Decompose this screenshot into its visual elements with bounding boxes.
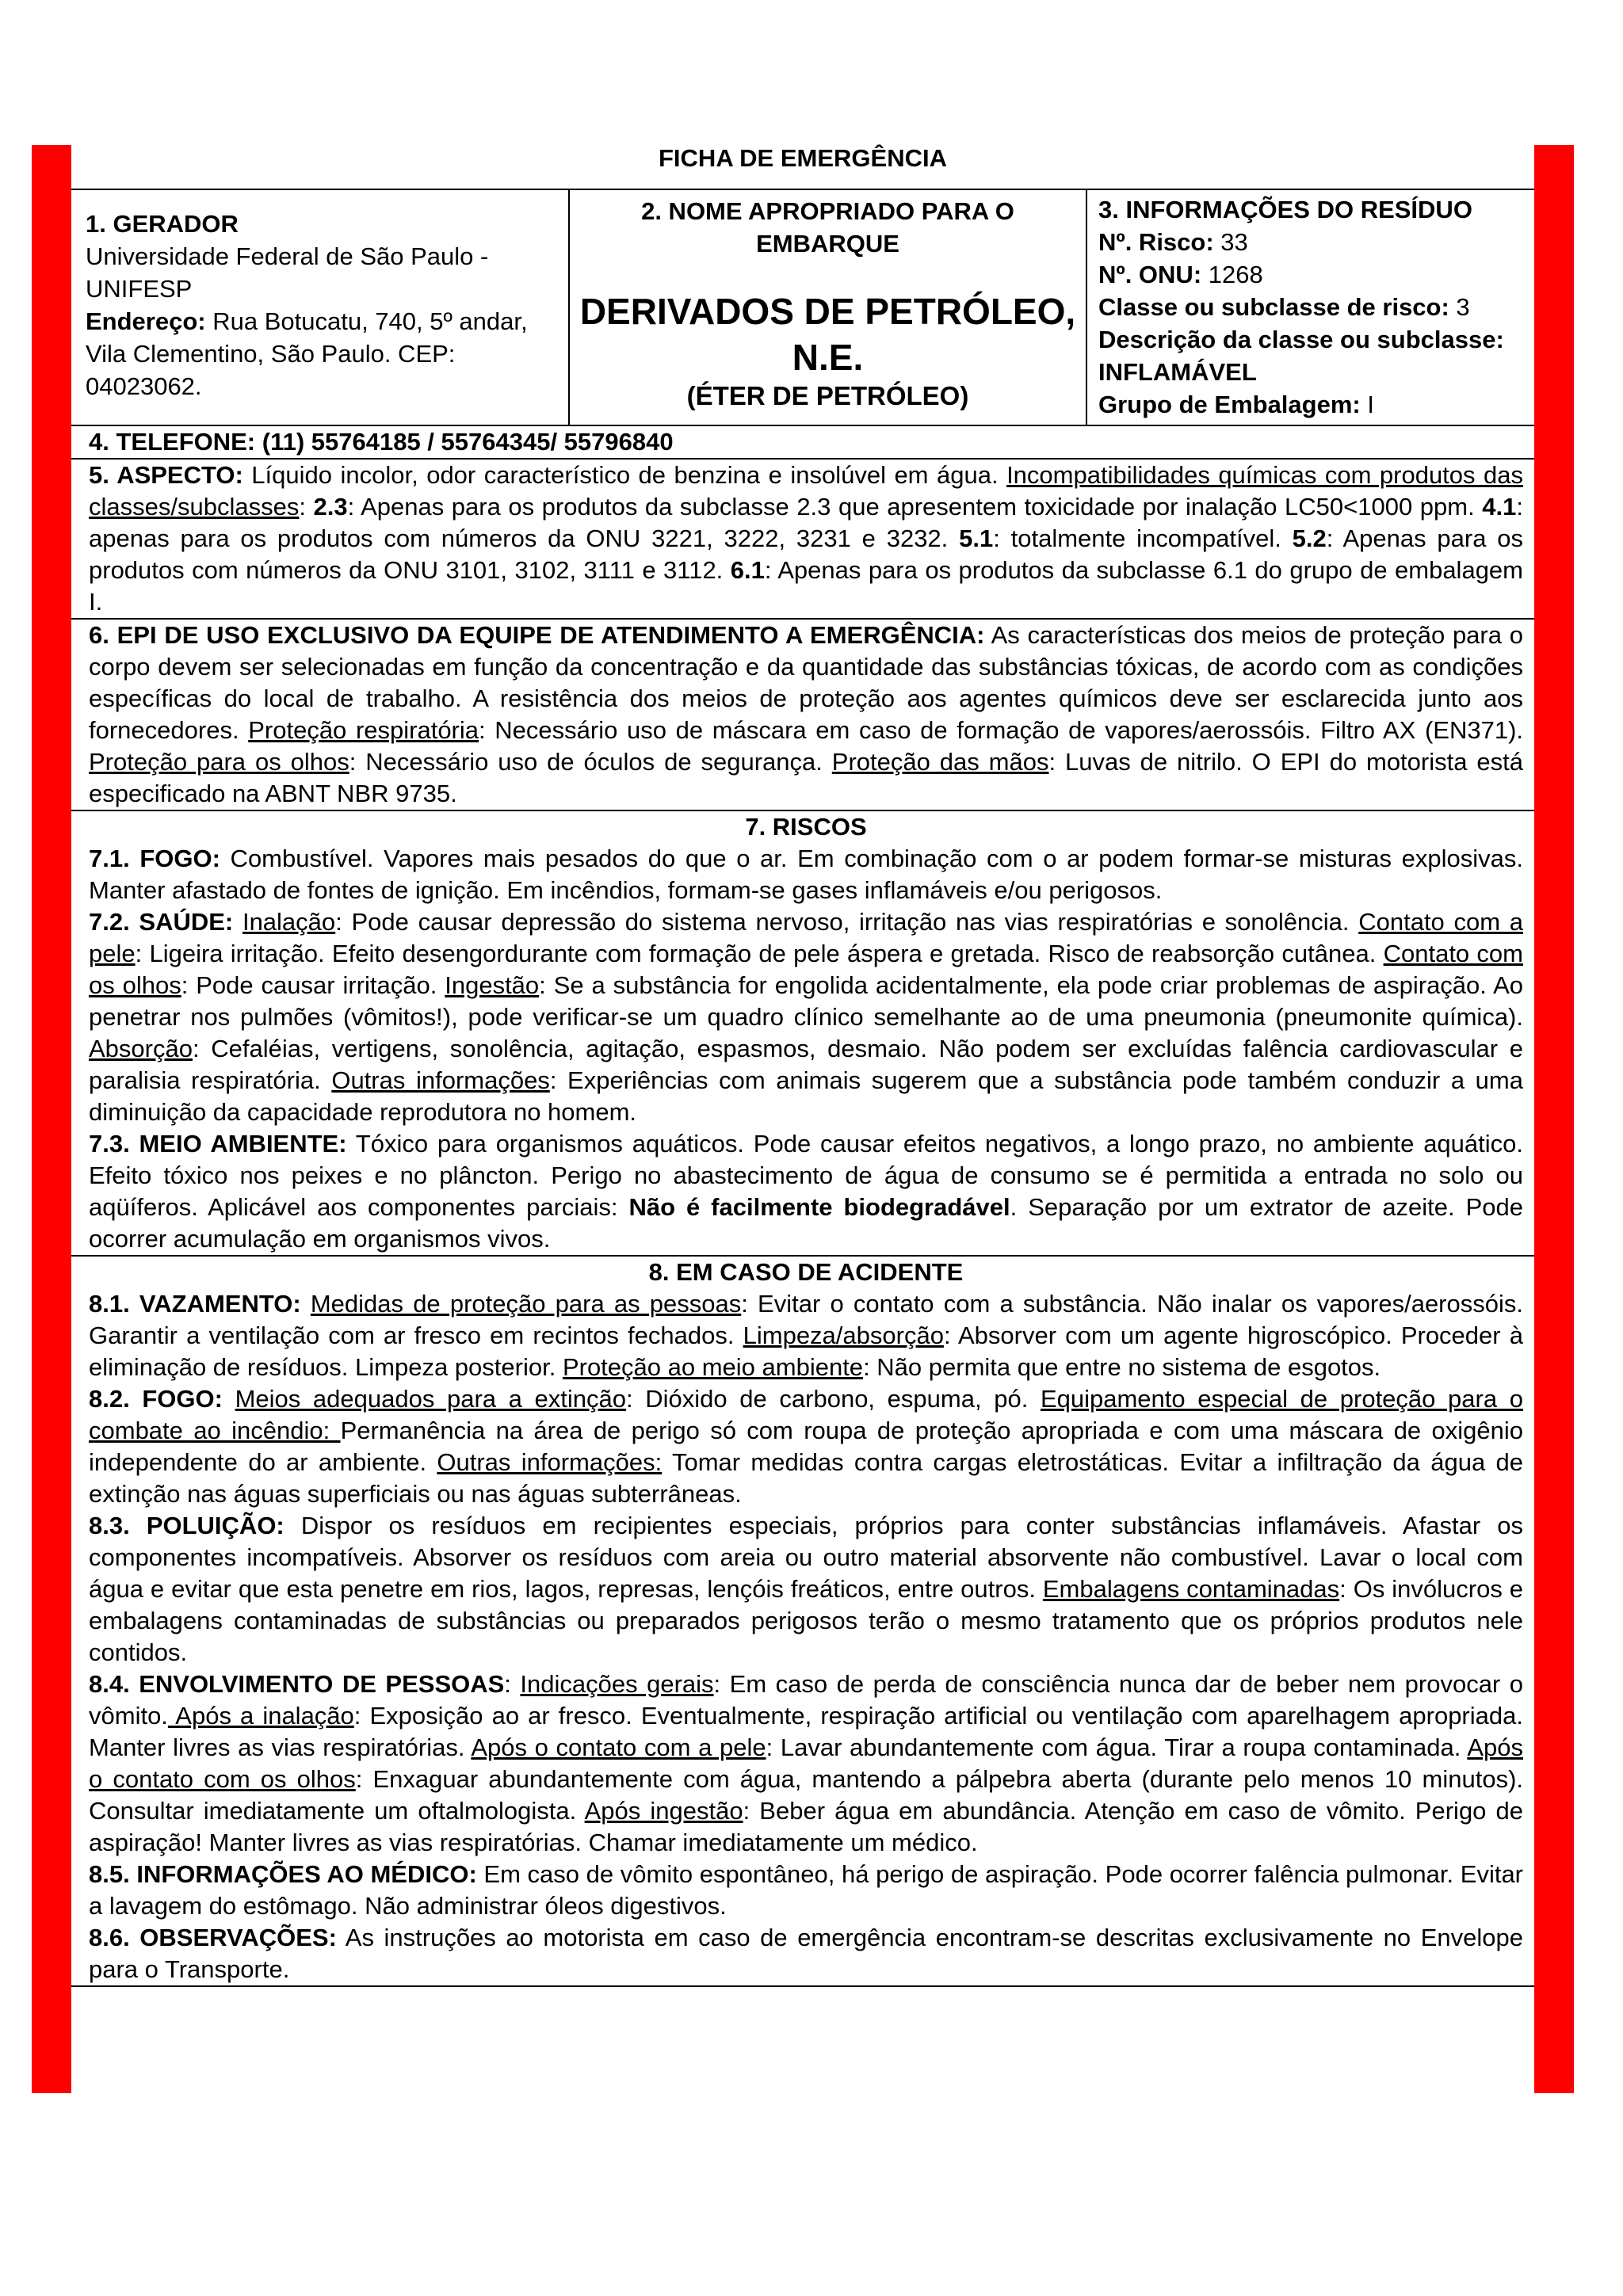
observations-text: As instruções ao motorista em caso de emergência encontram-se descritas exclusivamente no Envelope para o Transporte. [89,1924,1523,1983]
environment-risk-text: Tóxico para organismos aquáticos. Pode causar efeitos negativos, a longo prazo, no ambiente aquático. Efeito tóxico nos peixes e no plâncton. Perigo no abastecimento de água de consumo se é permitida a entrada no solo ou aqüíferos. Aplicável aos componentes parciais: [89,1130,1524,1221]
epi-section [71,618,1534,810]
absorption-text: : Cefaléias, vertigens, sonolência, agitação, espasmos, desmaio. Não podem ser excluídas falência cardiovascular e paralisia respiratória. [89,1035,1523,1094]
risks-section [71,810,1534,1255]
ingestion-text: : Se a substância for engolida acidentalmente, ela pode criar problemas de aspiração. Ao penetrar nos pulmões (vômitos!), pode verificar-se um quadro clínico semelhante ao de uma pneumonia (pneumonite química). [89,971,1523,1031]
fire-label: 8.2. FOGO: [89,1385,223,1413]
shipping-name-heading: 2. NOME APROPRIADO PARA O EMBARQUE [641,197,1014,257]
product-name: DERIVADOS DE PETRÓLEO, N.E. [579,291,1076,378]
after-ingestion-label: Após ingestão [584,1797,743,1825]
extinguishing-media-label: Meios adequados para a extinção [235,1385,627,1413]
after-inhalation-label: Após a inalação [167,1702,354,1730]
people-text-4: : Enxaguar abundantemente com água, mantendo a pálpebra aberta (durante pelo menos 10 minutos). Consultar imediatamente um oftalmologista. [89,1765,1524,1825]
eye-contact-text: : Pode causar irritação. [181,971,445,999]
class-description-value: INFLAMÁVEL [1098,358,1257,386]
risk-number-label: Nº. Risco: [1098,228,1214,256]
onu-number-label: Nº. ONU: [1098,261,1202,288]
epi-heading: 6. EPI DE USO EXCLUSIVO DA EQUIPE DE ATENDIMENTO A EMERGÊNCIA: [89,621,985,649]
class-6-1-text: : Apenas para os produtos da subclasse 6.1 do grupo de embalagem I. [89,556,1523,616]
onu-number-value: 1268 [1201,261,1263,288]
packing-group-label: Grupo de Embalagem: [1098,391,1361,418]
inhalation-text: : Pode causar depressão do sistema nervoso, irritação nas vias respiratórias e sonolência. [335,908,1359,936]
people-text-3: : Lavar abundantemente com água. Tirar a roupa contaminada. [766,1733,1468,1761]
health-risk-label: 7.2. SAÚDE: [89,908,234,936]
packing-group-value: I [1360,391,1374,418]
personal-measures-label: Medidas de proteção para as pessoas [310,1290,742,1318]
address-value: Rua Botucatu, 740, 5º andar, Vila Clementino, São Paulo. CEP: 04023062. [86,307,528,400]
fire-text-1: : Dióxido de carbono, espuma, pó. [626,1385,1041,1413]
accident-heading: 8. EM CASO DE ACIDENTE [648,1258,964,1286]
after-skin-contact-label: Após o contato com a pele [471,1733,766,1761]
aspect-text: Líquido incolor, odor característico de benzina e insolúvel em água. [242,461,1007,489]
environment-risk-text-2: . Separação por um extrator de azeite. Pode ocorrer acumulação em organismos vivos. [89,1193,1523,1253]
fire-other-info-label: Outras informações: [437,1448,663,1476]
leak-text-2: : Absorver com um agente higroscópico. Proceder à eliminação de resíduos. Limpeza posterior. [89,1322,1523,1381]
incompatibilities-label: Incompatibilidades químicas com produtos das classes/subclasses [89,461,1524,521]
observations-label: 8.6. OBSERVAÇÕES: [89,1924,337,1951]
eye-protection-label: Proteção para os olhos [89,748,349,776]
leak-text-3: : Não permita que entre no sistema de esgotos. [863,1353,1381,1381]
after-eye-contact-label: Após o contato com os olhos [89,1733,1523,1793]
epi-text: As características dos meios de proteção para o corpo devem ser selecionadas em função da concentração e da quantidade das substâncias tóxicas, de acordo com as condições específicas do local de trabalho. A resistência dos meios de proteção aos agentes químicos deve ser esclarecida junto aos fornecedores. [89,621,1523,744]
people-text-5: : Beber água em abundância. Atenção em caso de vômito. Perigo de aspiração! Manter livres as vias respiratórias. Chamar imediatamente um médico. [89,1797,1523,1856]
eye-protection-text: : Necessário uso de óculos de segurança. [349,748,832,776]
fire-risk-text: Combustível. Vapores mais pesados do que o ar. Em combinação com o ar podem formar-se misturas explosivas. Manter afastado de fontes de ignição. Em incêndios, formam-se gases inflamáveis e/ou perigosos. [89,845,1524,904]
pollution-text-2: : Os invólucros e embalagens contaminadas de substâncias ou preparados perigosos terão o mesmo tratamento que os próprios produtos nele contidos. [89,1575,1523,1666]
class-5-2: 5.2 [1292,524,1327,552]
accident-section [71,1255,1534,1987]
aspect-section [71,458,1534,618]
respiratory-protection-text: : Necessário uso de máscara em caso de formação de vapores/aerossóis. Filtro AX (EN371). [479,716,1524,744]
general-indications-label: Indicações gerais [520,1670,714,1698]
environment-risk-label: 7.3. MEIO AMBIENTE: [89,1130,347,1158]
inhalation-label: Inalação [242,908,336,936]
other-info-text: : Experiências com animais sugerem que a substância pode também conduzir a uma diminuição da capacidade reprodutora no homem. [89,1066,1523,1126]
risk-class-value: 3 [1449,293,1470,321]
hand-protection-text: : Luvas de nitrilo. O EPI do motorista está especificado na ABNT NBR 9735. [89,748,1523,807]
waste-info-heading: 3. INFORMAÇÕES DO RESÍDUO [1098,196,1472,223]
leak-label: 8.1. VAZAMENTO: [89,1290,301,1318]
other-info-label: Outras informações [331,1066,550,1094]
shipping-name-cell [568,190,1087,425]
colon: : [299,493,314,521]
class-2-3-text: : Apenas para os produtos da subclasse 2.3 que apresentem toxicidade por inalação LC50<1000 ppm. [347,493,1483,521]
skin-contact-text: : Ligeira irritação. Efeito desengordurante com formação de pele áspera e gretada. Risco de reabsorção cutânea. [135,940,1384,967]
ingestion-label: Ingestão [445,971,540,999]
left-red-band [32,145,71,2093]
leak-text-1: : Evitar o contato com a substância. Não inalar os vapores/aerossóis. Garantir a ventilação com ar fresco em recintos fechados. [89,1290,1523,1349]
class-6-1: 6.1 [730,556,765,584]
absorption-label: Absorção [89,1035,193,1062]
class-5-1: 5.1 [959,524,994,552]
page-title: FICHA DE EMERGÊNCIA [659,144,947,172]
class-description-label: Descrição da classe ou subclasse: [1098,326,1504,353]
doctor-info-text: Em caso de vômito espontâneo, há perigo de aspiração. Pode ocorrer falência pulmonar. Evitar a lavagem do estômago. Não administrar óleos digestivos. [89,1860,1524,1920]
people-text-1: : Em caso de perda de consciência nunca dar de beber nem provocar o vômito. [89,1670,1523,1730]
doctor-info-label: 8.5. INFORMAÇÕES AO MÉDICO: [89,1860,477,1888]
cleanup-label: Limpeza/absorção [743,1322,944,1349]
emergency-sheet [71,132,1534,1987]
generator-cell [71,190,568,425]
class-5-1-text: : totalmente incompatível. [993,524,1293,552]
class-4-1: 4.1 [1482,493,1517,521]
fire-equipment-label: Equipamento especial de proteção para o combate ao incêndio: [89,1385,1523,1444]
generator-name: Universidade Federal de São Paulo - UNIFESP [86,242,489,303]
product-subtitle: (ÉTER DE PETRÓLEO) [686,381,969,410]
waste-info-cell [1087,190,1534,425]
class-2-3: 2.3 [313,493,348,521]
header-row [71,189,1534,425]
risks-heading: 7. RISCOS [745,813,867,841]
class-5-2-text: : Apenas para os produtos com números da ONU 3101, 3102, 3111 e 3112. [89,524,1523,584]
contaminated-packaging-label: Embalagens contaminadas [1042,1575,1340,1603]
pollution-text-1: Dispor os resíduos em recipientes especiais, próprios para conter substâncias inflamáveis. Afastar os componentes incompatíveis. Absorver os resíduos com areia ou outro material absorvente não combustível. Lavar o local com água e evitar que esta penetre em rios, lagos, represas, lençóis freáticos, entre outros. [89,1512,1523,1603]
fire-text-3: Tomar medidas contra cargas eletrostáticas. Evitar a infiltração da água de extinção nas águas superficiais ou nas águas subterrâneas. [89,1448,1523,1508]
right-red-band [1534,145,1574,2093]
aspect-heading: 5. ASPECTO: [89,461,243,489]
environment-protection-label: Proteção ao meio ambiente [562,1353,864,1381]
people-involvement-colon: : [504,1670,521,1698]
address-label: Endereço: [86,307,206,335]
risk-class-label: Classe ou subclasse de risco: [1098,293,1449,321]
phone-row: 4. TELEFONE: (11) 55764185 / 55764345/ 55796840 [71,425,1534,458]
fire-risk-label: 7.1. FOGO: [89,845,220,872]
people-involvement-label: 8.4. ENVOLVIMENTO DE PESSOAS [89,1670,505,1698]
generator-heading: 1. GERADOR [86,210,239,238]
pollution-label: 8.3. POLUIÇÃO: [89,1512,285,1539]
fire-text-2: Permanência na área de perigo só com roupa de proteção apropriada e com uma máscara de oxigênio independente do ar ambiente. [89,1417,1524,1476]
people-text-2: : Exposição ao ar fresco. Eventualmente, respiração artificial ou ventilação com aparelhagem apropriada. Manter livres as vias respiratórias. [89,1702,1523,1761]
eye-contact-label: Contato com os olhos [89,940,1523,999]
class-4-1-text: : apenas para os produtos com números da ONU 3221, 3222, 3231 e 3232. [89,493,1523,552]
skin-contact-label: Contato com a pele [89,908,1523,967]
risk-number-value: 33 [1213,228,1248,256]
biodegradable-note: Não é facilmente biodegradável [628,1193,1010,1221]
hand-protection-label: Proteção das mãos [831,748,1049,776]
respiratory-protection-label: Proteção respiratória [248,716,479,744]
